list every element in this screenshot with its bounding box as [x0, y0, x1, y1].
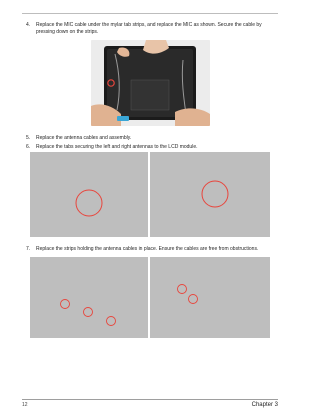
- highlight-circle: [189, 295, 198, 304]
- mic-cable-illustration: [91, 40, 210, 126]
- highlight-circle: [84, 308, 93, 317]
- highlight-circle: [107, 317, 116, 326]
- highlight-circle: [202, 181, 228, 207]
- step-number: 7.: [26, 246, 31, 252]
- highlight-circle: [178, 285, 187, 294]
- header-rule: [22, 13, 278, 14]
- page-number: 12: [22, 402, 28, 408]
- step-text: Replace the tabs securing the left and right antennas to the LCD module.: [36, 144, 198, 150]
- step-text: Replace the strips holding the antenna cables in place. Ensure the cables are free from obstructions.: [36, 246, 259, 252]
- step-text: Replace the MIC cable under the mylar tab strips, and replace the MIC as shown. Secure the cable by pressing down on the strips.: [36, 22, 262, 35]
- footer-rule: [22, 399, 278, 400]
- step-number: 5.: [26, 135, 31, 141]
- left-antenna-image: [30, 152, 148, 237]
- antenna-strips-left-image: [30, 257, 148, 338]
- chapter-label: Chapter 3: [251, 402, 278, 408]
- step-text: Replace the antenna cables and assembly.: [36, 135, 132, 141]
- right-antenna-image: [150, 152, 270, 237]
- step-number: 6.: [26, 144, 31, 150]
- highlight-circle: [61, 300, 70, 309]
- antenna-strips-right-image: [150, 257, 270, 338]
- mic-cable-photo: [91, 40, 210, 126]
- highlight-circle: [76, 190, 102, 216]
- step-number: 4.: [26, 22, 31, 28]
